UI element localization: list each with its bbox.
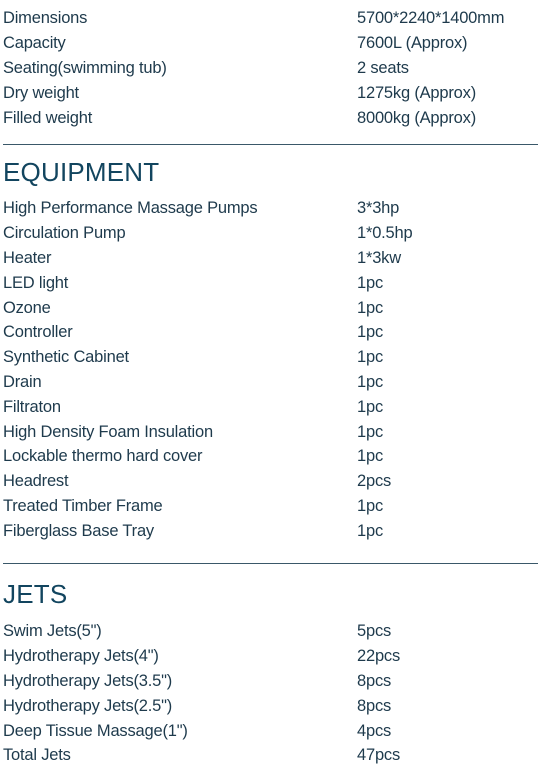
spec-label: Heater (3, 248, 52, 267)
spec-label: Synthetic Cabinet (3, 348, 129, 367)
spec-label: Filled weight (3, 108, 93, 127)
equipment-row (3, 295, 537, 320)
spec-row-capacity (3, 31, 537, 56)
spec-value: 1pc (357, 496, 384, 515)
jets-table (3, 619, 537, 768)
equipment-row (3, 221, 537, 246)
spec-value: 47pcs (357, 746, 401, 765)
spec-label: High Density Foam Insulation (3, 422, 213, 441)
spec-label: Total Jets (3, 746, 71, 765)
jets-row (3, 669, 537, 694)
equipment-row (3, 394, 537, 419)
spec-value: 2pcs (357, 472, 392, 491)
equipment-row (3, 270, 537, 295)
spec-value: 8pcs (357, 671, 392, 690)
jets-row (3, 693, 537, 718)
spec-row-dimensions (3, 6, 537, 31)
equipment-row (3, 469, 537, 494)
spec-label: Controller (3, 323, 73, 342)
spec-value: 1pc (357, 521, 384, 540)
spec-label: Lockable thermo hard cover (3, 447, 203, 466)
general-specs-table (3, 6, 537, 130)
spec-label: Dimensions (3, 9, 88, 28)
jets-heading: JETS (3, 579, 68, 609)
spec-label: Drain (3, 372, 42, 391)
spec-value: 2 seats (357, 58, 409, 77)
spec-value: 3*3hp (357, 199, 400, 218)
spec-value: 1275kg (Approx) (357, 83, 476, 102)
equipment-row (3, 419, 537, 444)
spec-row-seating (3, 56, 537, 81)
spec-label: Hydrotherapy Jets(4") (3, 647, 159, 666)
equipment-row (3, 320, 537, 345)
spec-value: 1pc (357, 422, 384, 441)
spec-label: Dry weight (3, 83, 79, 102)
equipment-row (3, 246, 537, 271)
equipment-heading: EQUIPMENT (3, 157, 160, 187)
equipment-row (3, 345, 537, 370)
spec-label: Capacity (3, 34, 66, 53)
spec-value: 1pc (357, 372, 384, 391)
spec-value: 1*3kw (357, 248, 401, 267)
spec-value: 22pcs (357, 647, 401, 666)
spec-label: Ozone (3, 298, 51, 317)
equipment-row (3, 196, 537, 221)
spec-label: Swim Jets(5") (3, 622, 102, 641)
equipment-table (3, 196, 537, 543)
spec-value: 1pc (357, 447, 384, 466)
spec-row-dry-weight (3, 80, 537, 105)
spec-label: Deep Tissue Massage(1") (3, 721, 188, 740)
spec-value: 1pc (357, 397, 384, 416)
spec-value: 5pcs (357, 622, 392, 641)
spec-value: 7600L (Approx) (357, 34, 468, 53)
equipment-row (3, 370, 537, 395)
spec-label: Treated Timber Frame (3, 496, 163, 515)
spec-value: 1*0.5hp (357, 224, 413, 243)
section-divider (3, 563, 538, 564)
jets-row (3, 619, 537, 644)
spec-value: 1pc (357, 298, 384, 317)
spec-value: 4pcs (357, 721, 392, 740)
spec-label: Hydrotherapy Jets(2.5") (3, 696, 173, 715)
spec-label: Fiberglass Base Tray (3, 521, 154, 540)
spec-label: High Performance Massage Pumps (3, 199, 258, 218)
jets-row (3, 644, 537, 669)
spec-value: 8pcs (357, 696, 392, 715)
jets-row-total (3, 743, 537, 768)
spec-value: 8000kg (Approx) (357, 108, 476, 127)
spec-value: 5700*2240*1400mm (357, 9, 505, 28)
spec-label: Circulation Pump (3, 224, 126, 243)
equipment-row (3, 444, 537, 469)
spec-row-filled-weight (3, 105, 537, 130)
equipment-row (3, 494, 537, 519)
spec-label: Headrest (3, 472, 69, 491)
spec-label: Seating(swimming tub) (3, 58, 167, 77)
spec-value: 1pc (357, 323, 384, 342)
equipment-row (3, 518, 537, 543)
section-divider (3, 144, 538, 145)
spec-value: 1pc (357, 348, 384, 367)
spec-label: Hydrotherapy Jets(3.5") (3, 671, 173, 690)
spec-label: LED light (3, 273, 69, 292)
spec-value: 1pc (357, 273, 384, 292)
spec-label: Filtraton (3, 397, 61, 416)
jets-row (3, 718, 537, 743)
